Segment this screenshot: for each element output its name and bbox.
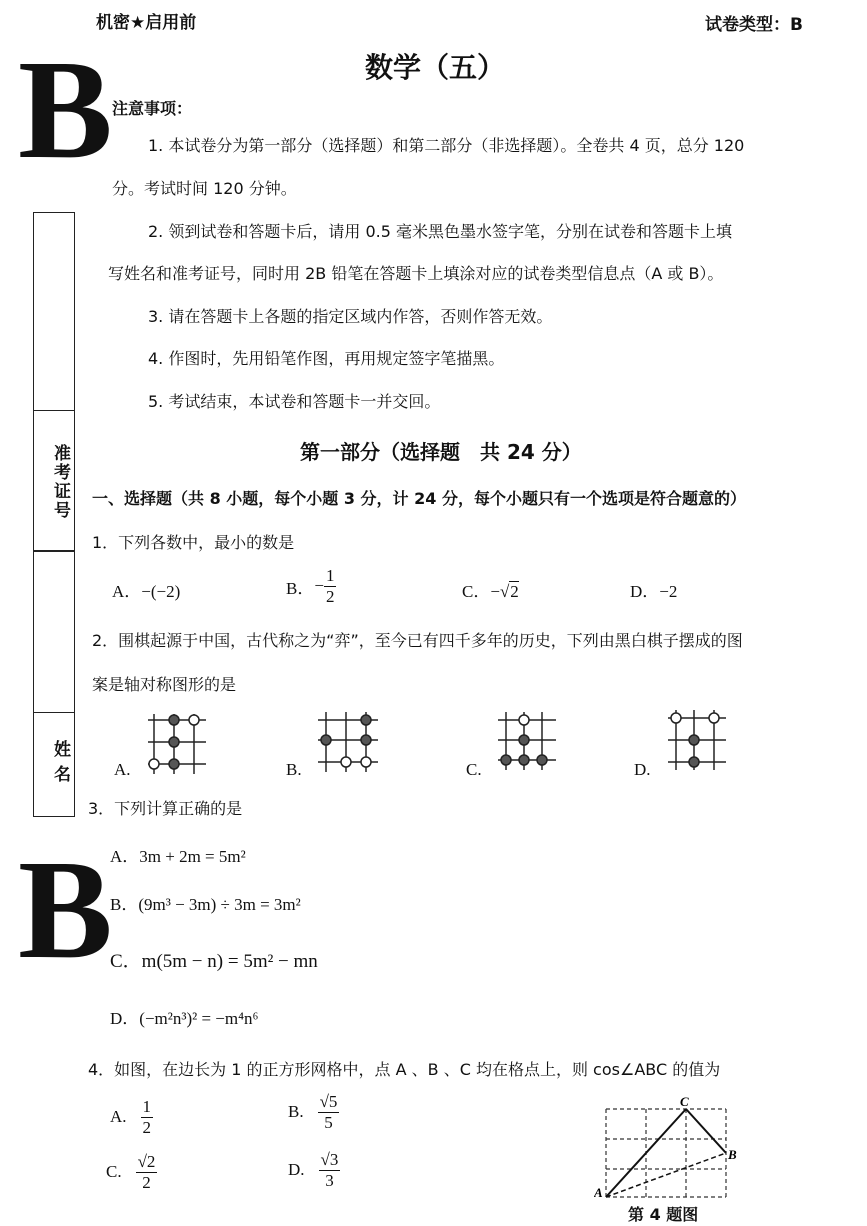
q3-option-a: A．3m + 2m = 5m² bbox=[110, 847, 246, 866]
q4-option-b-label: B. bbox=[288, 1102, 304, 1122]
fraction-denominator: 5 bbox=[324, 1112, 333, 1132]
q2-option-a-label: A. bbox=[114, 760, 131, 779]
notice-heading: 注意事项： bbox=[112, 99, 193, 118]
q4-figure bbox=[594, 1093, 746, 1205]
q4-option-c-fraction bbox=[136, 1152, 158, 1192]
q4-option-d bbox=[288, 1150, 340, 1190]
fraction-numerator: √2 bbox=[137, 1152, 156, 1171]
notice-item: 5. 考试结束，本试卷和答题卡一并交回。 bbox=[148, 392, 441, 411]
q1-option-c-label: C． bbox=[462, 582, 491, 601]
q4-stem: 4．如图，在边长为 1 的正方形网格中，点 A 、B 、C 均在格点上，则 cos∠ABC 的值为 bbox=[88, 1060, 721, 1079]
paper-type-letter-bottom: B bbox=[18, 830, 113, 988]
q4-point-c: C bbox=[680, 1094, 689, 1109]
fraction-numerator: 1 bbox=[142, 1097, 152, 1116]
notice-item: 分。考试时间 120 分钟。 bbox=[112, 179, 297, 198]
exam-id-divider bbox=[33, 410, 75, 411]
q2-stem: 2．围棋起源于中国，古代称之为“弈”，至今已有四千多年的历史，下列由黑白棋子摆成的图 bbox=[92, 631, 743, 650]
section-heading: 一、选择题（共 8 小题，每个小题 3 分，计 24 分，每个小题只有一个选项是符合题意的） bbox=[92, 489, 746, 508]
notice-item: 2. 领到试卷和答题卡后，请用 0.5 毫米黑色墨水签字笔，分别在试卷和答题卡上填 bbox=[148, 222, 732, 241]
q4-grid bbox=[606, 1109, 726, 1197]
q1-stem: 1．下列各数中，最小的数是 bbox=[92, 533, 295, 552]
q4-option-d-label: D. bbox=[288, 1160, 305, 1180]
exam-title: 数学（五） bbox=[365, 51, 506, 84]
q1-option-b-fraction bbox=[324, 566, 337, 606]
fraction-denominator: 2 bbox=[325, 586, 335, 606]
q1-option-b-label: B． bbox=[286, 578, 315, 598]
q3-option-c: C．m(5m − n) = 5m² − mn bbox=[110, 951, 318, 972]
q2-option-d-label: D. bbox=[634, 760, 651, 779]
exam-id-label: 准考证号 bbox=[50, 444, 70, 520]
q2-option-c-label: C. bbox=[466, 760, 482, 779]
q1-option-b-sign: − bbox=[314, 576, 324, 596]
q1-option-c bbox=[462, 577, 519, 602]
name-divider bbox=[33, 712, 75, 713]
q4-figure-caption: 第 4 题图 bbox=[628, 1205, 699, 1224]
q4-option-c-label: C. bbox=[106, 1162, 122, 1182]
fraction-denominator: 2 bbox=[142, 1117, 152, 1137]
q3-option-b: B．(9m³ − 3m) ÷ 3m = 3m² bbox=[110, 895, 301, 914]
q4-option-b bbox=[288, 1092, 339, 1132]
q4-triangle bbox=[606, 1109, 726, 1197]
q4-option-d-fraction bbox=[319, 1150, 341, 1190]
q2-stem-cont: 案是轴对称图形的是 bbox=[92, 675, 237, 694]
fraction-denominator: 2 bbox=[142, 1172, 151, 1192]
q4-option-a bbox=[110, 1097, 153, 1137]
q2-figure-d bbox=[664, 704, 734, 774]
q1-option-b bbox=[286, 566, 336, 606]
notice-item: 1. 本试卷分为第一部分（选择题）和第二部分（非选择题）。全卷共 4 页，总分 120 bbox=[148, 136, 745, 155]
q4-point-b: B bbox=[728, 1147, 737, 1162]
q4-option-a-fraction bbox=[141, 1097, 154, 1137]
q4-point-a: A bbox=[594, 1185, 603, 1200]
fraction-denominator: 3 bbox=[325, 1170, 334, 1190]
q1-option-c-radicand: 2 bbox=[510, 582, 519, 601]
fraction-numerator: √3 bbox=[320, 1150, 339, 1169]
q4-option-b-fraction bbox=[318, 1092, 340, 1132]
q1-option-d: D．−2 bbox=[630, 582, 678, 601]
paper-type-label: 试卷类型：B bbox=[705, 15, 803, 35]
sqrt-icon: √ bbox=[499, 582, 510, 601]
name-label: 姓名 bbox=[50, 740, 70, 790]
confidential-mark: 机密★启用前 bbox=[96, 13, 197, 33]
q4-option-c bbox=[106, 1152, 157, 1192]
q2-figure-c bbox=[494, 708, 564, 778]
paper-type-letter-top: B bbox=[18, 30, 113, 188]
fraction-numerator: √5 bbox=[319, 1092, 338, 1111]
notice-item: 3. 请在答题卡上各题的指定区域内作答，否则作答无效。 bbox=[148, 307, 553, 326]
fraction-numerator: 1 bbox=[325, 566, 335, 585]
q3-stem: 3．下列计算正确的是 bbox=[88, 799, 243, 818]
q2-figure-b bbox=[312, 708, 382, 778]
notice-item: 4. 作图时，先用铅笔作图，再用规定签字笔描黑。 bbox=[148, 349, 505, 368]
q2-option-b-label: B. bbox=[286, 760, 302, 779]
part1-title: 第一部分（选择题 共 24 分） bbox=[300, 440, 582, 464]
q2-figure-a bbox=[140, 708, 210, 778]
notice-item: 写姓名和准考证号，同时用 2B 铅笔在答题卡上填涂对应的试卷类型信息点（A 或 B）。 bbox=[108, 264, 724, 283]
q3-option-d: D．(−m²n³)² = −m⁴n⁶ bbox=[110, 1009, 259, 1028]
q1-option-c-sign: − bbox=[490, 582, 500, 601]
q4-option-a-label: A. bbox=[110, 1107, 127, 1127]
q1-option-a: A．−(−2) bbox=[112, 582, 181, 601]
